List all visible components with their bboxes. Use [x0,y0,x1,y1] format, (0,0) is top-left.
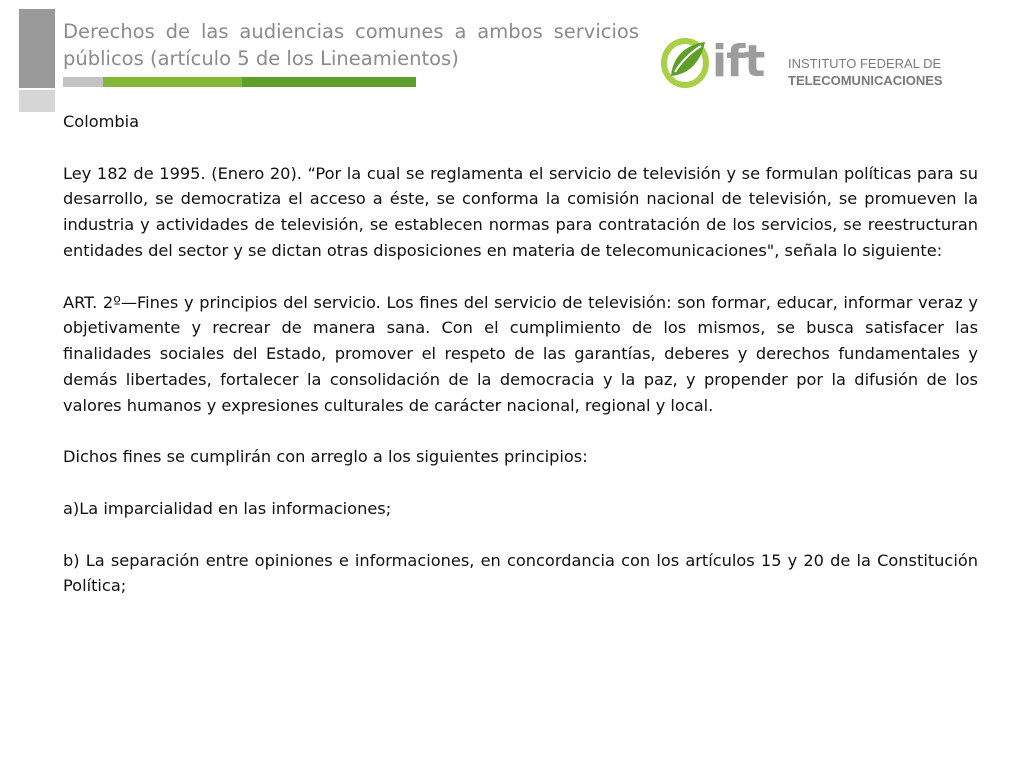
side-accent-bar-light [19,90,55,112]
logo-line-2: TELECOMUNICACIONES [788,73,943,88]
underline-green-segment [242,77,416,87]
title-underline [63,77,416,87]
paragraph-principles-intro: Dichos fines se cumplirán con arreglo a los siguientes principios: [63,447,588,467]
paragraph-law: Ley 182 de 1995. (Enero 20). “Por la cual se reglamenta el servicio de televisión y se formulan políticas para su desarrollo, se democratiza el acceso a éste, se conforma la comisión nacional de televisión, se promueven la industria y actividades de televisión, se establecen normas para contratación de los servicios, se reestructuran entidades del sector y se dictan otras disposiciones en materia de telecomunicaciones", señala lo siguiente: [63,163,978,260]
paragraph-principle-b: b) La separación entre opiniones e informaciones, en concordancia con los artículos 15 y 20 de la Constitución Política; [63,550,978,596]
ift-leaf-icon [661,34,713,90]
slide-body [63,109,978,625]
country-heading: Colombia [63,112,140,131]
side-accent-bar [19,9,55,88]
underline-light-green-segment [103,77,242,87]
logo-line-1: INSTITUTO FEDERAL DE [788,56,942,71]
paragraph-principle-a: a)La imparcialidad en las informaciones; [63,498,392,518]
logo-institution-name [788,55,943,89]
paragraph-article-2: ART. 2º—Fines y principios del servicio. Los fines del servicio de televisión: son formar, educar, informar veraz y objetivamente y recrear de manera sana. Con el cumplimiento de los mismos, se busca satisfacer las finalidades sociales del Estado, promover el respeto de las garantías, deberes y derechos fundamentales y demás libertades, fortalecer la consolidación de la democracia y la paz, y propender por la difusión de los valores humanos y expresiones culturales de carácter nacional, regional y local. [63,292,978,415]
underline-gray-segment [63,77,103,87]
ift-wordmark: ift [712,36,765,87]
ift-logo [661,32,961,96]
slide-title: Derechos de las audiencias comunes a ambos servicios públicos (artículo 5 de los Lineamientos) [63,20,639,70]
